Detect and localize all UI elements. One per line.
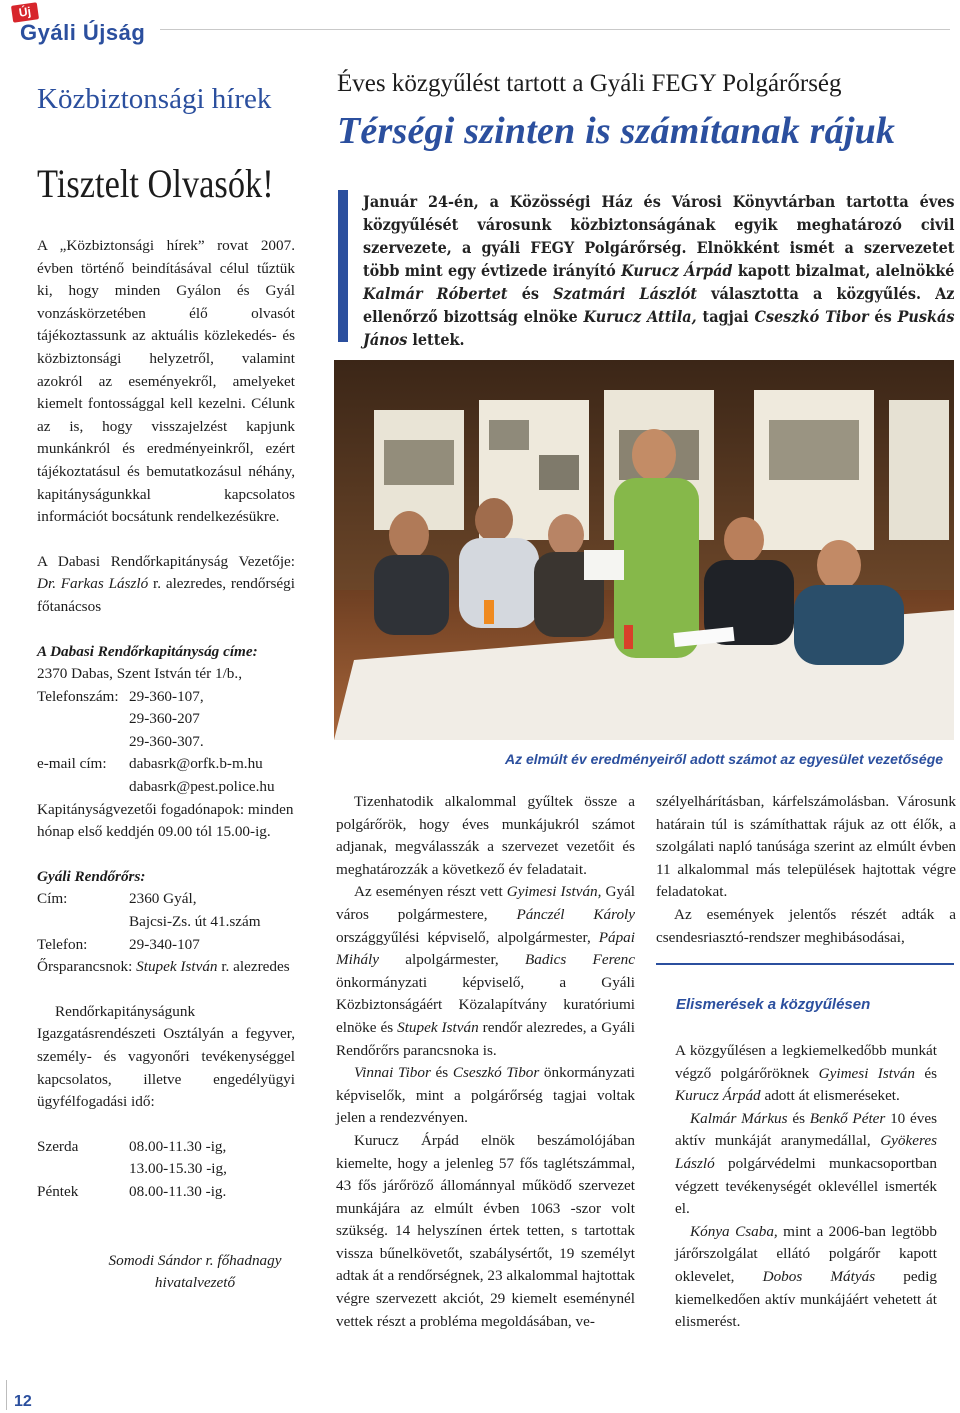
sidebar-intro: A „Közbiztonsági hírek” rovat 2007. évben történő beindításával célul tűztük ki, hogy minden Gyálon és Gyál vonzáskörzetében élő olvasót tájékoztassunk az aktuális közlekedés- és közbiztonsági helyzetről, valamint azokról az eseményekről, amelyeket kiemelt fontossággal kell kezelni. Célunk az is, hogy visszajelzést kapjunk munkánkról és eredményeinkről, ezért tájékoztatásul és bemutatkozásul néhány, kapitányságunkkal kapcsolatos információt bocsátunk rendelkezésükre. — [37, 237, 295, 526]
paragraph: Vinnai Tibor és Cseszkó Tibor önkormányzati képviselők, mint a polgárőrség tagjai voltak jelen a rendezvényen. — [336, 1064, 636, 1127]
masthead — [6, 4, 306, 44]
email-row: dabasrk@pest.police.hu — [129, 778, 275, 796]
post-commander: Őrsparancsnok: Stupek István r. alezredes — [37, 958, 290, 976]
masthead-title: Gyáli Újság — [20, 20, 146, 45]
recognition-box — [675, 1040, 937, 1334]
post-heading: Gyáli Rendőrőrs: — [37, 867, 146, 885]
article-lead: Január 24-én, a Közösségi Ház és Városi Könyvtárban tartotta éves közgyűlését városunk közbiztonságának egyik meghatározó civil szervezete, a gyáli FEGY Polgárőrség. Elnökként ismét a szervezetet több mint egy évtizede irányító Kurucz Árpád kapott bizalmat, alelnökké Kalmár Róbertet és Szatmári Lászlót választotta a közgyűlés. Az ellenőrző bizottság elnöke Kurucz Attila, tagjai Cseszkó Tibor és Puskás János lettek. — [363, 192, 955, 349]
paragraph: szélyelhárításban, kárfelszámolásban. Városunk határain túl is számíthattak rájuk az ott élők, a szolgálati napló tanúsága szerint az elmúlt évben 11 alkalommal más települések hajtottak végre feladatokat. — [656, 793, 956, 901]
meeting-photo — [334, 360, 954, 740]
article-column-3 — [656, 791, 956, 949]
page-number-rule — [6, 1380, 7, 1410]
hours-row: Péntek 08.00-11.30 -ig. — [37, 1182, 227, 1200]
page-number: 12 — [14, 1393, 32, 1410]
office-hours: Kapitányságvezetői fogadónapok: minden hónap első keddjén 09.00 tól 15.00-ig. — [37, 800, 294, 841]
hours-row: Szerda 08.00-11.30 -ig, — [37, 1137, 227, 1155]
address-line: 2370 Dabas, Szent István tér 1/b., — [37, 665, 242, 683]
paragraph: Kalmár Márkus és Benkő Péter 10 éves aktív munkáját aranymedállal, Gyökeres László polgárvédelmi munkacsoportban végzett tevékenységét oklevéllel ismerték el. — [675, 1109, 937, 1218]
box-rule — [656, 963, 954, 965]
article-kicker: Éves közgyűlést tartott a Gyáli FEGY Polgárőrség — [337, 70, 842, 97]
masthead-badge: Új — [11, 2, 39, 22]
article-headline: Térségi szinten is számítanak rájuk — [337, 110, 896, 152]
hours-row: 13.00-15.30 -ig, — [129, 1160, 227, 1178]
police-chief-signature: A Dabasi Rendőrkapitányság Vezetője: Dr. Farkas László r. alezredes, rendőrségi főtanácsos — [37, 552, 295, 615]
photo-caption: Az elmúlt év eredményeiről adott számot az egyesület vezetősége — [505, 751, 944, 767]
paragraph: Az események jelentős részét adták a csendesriasztó-rendszer meghibásodásai, — [656, 905, 956, 946]
client-hours-text: Rendőrkapitányságunk Igazgatásrendészeti Osztályán a fegyver, személy- és vagyonőri tevékenységgel kapcsolatos, illetve engedélyügyi ügyfélfogadási idő: — [37, 1002, 295, 1111]
sidebar-heading: Tisztelt Olvasók! — [37, 161, 274, 206]
paragraph: Az eseményen részt vett Gyimesi István, Gyál város polgármestere, Pánczél Károly országgyűlési képviselő, alpolgármester, Pápai Mihály alpolgármester, Badics Ferenc önkormányzati képviselő, a Gyáli Közbiztonságáért Közalapítvány kuratóriumi elnöke és Stupek István rendőr alezredes, a Gyáli Rendőrőrs parancsnoka is. — [336, 883, 636, 1059]
paragraph: Tizenhatodik alkalommal gyűltek össze a polgárőrök, hogy éves munkájukról számot adjanak, megválasszák a szervezet vezetőit és meghatározzák a következő év feladatait. — [336, 793, 635, 878]
post-phone-row: Telefon: 29-340-107 — [37, 935, 200, 953]
box-title: Elismerések a közgyűlésen — [676, 996, 871, 1013]
paragraph: Kónya Csaba, mint a 2006-ban legtöbb járőrszolgálat ellátó polgárőr kapott oklevelet, Dobos Mátyás pedig kiemelkedően aktív munkájáért vehetett át elismerést. — [675, 1222, 938, 1331]
email-row: e-mail cím: dabasrk@orfk.b-m.hu — [37, 755, 263, 773]
phone-row: Telefonszám: 29-360-107, — [37, 687, 204, 705]
lead-accent-bar — [338, 190, 348, 342]
masthead-rule — [160, 29, 950, 30]
article-column-2 — [336, 791, 635, 1333]
phone-row: 29-360-307. — [129, 732, 204, 750]
meeting-photo-illustration — [334, 360, 954, 740]
post-address-row: Cím: 2360 Gyál, — [37, 890, 197, 908]
sidebar — [30, 82, 302, 1295]
address-heading: A Dabasi Rendőrkapitányság címe: — [37, 642, 258, 660]
closing-signature: Somodi Sándor r. főhadnagy hivatalvezető — [108, 1251, 282, 1292]
paragraph: A közgyűlésen a legkiemelkedőbb munkát végző polgárőröknek Gyimesi István és Kurucz Árpád adott át elismeréseket. — [675, 1042, 937, 1105]
phone-row: 29-360-207 — [129, 710, 200, 728]
post-address-row: Bajcsi-Zs. út 41.szám — [129, 913, 261, 931]
section-title: Közbiztonsági hírek — [37, 83, 272, 115]
paragraph: Kurucz Árpád elnök beszámolójában kiemelte, hogy a jelenleg 57 fős taglétszámmal, 43 fős járőröző állománnyal működő szervezet munkájára az elmúlt évben 1063 -szor volt szükség. 14 helyszínen értek tetten, s tartottak vissza bűnelkövetőt, szabálysértőt, 19 személyt adtak át a rendőrségnek, 23 alkalommal hajtottak végre szervezett akciót, 29 kiemelt eseménynél vettek részt a probléma megoldásában, ve- — [336, 1131, 636, 1330]
